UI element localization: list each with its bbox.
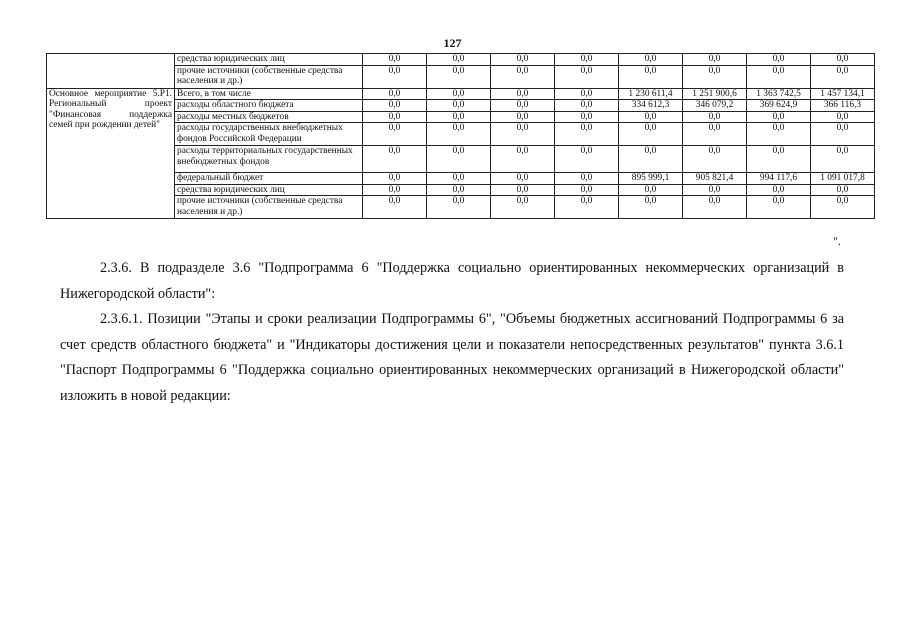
- value-cell: 0,0: [427, 123, 491, 146]
- value-cell: 0,0: [619, 54, 683, 66]
- value-cell: 0,0: [747, 111, 811, 123]
- value-cell: 0,0: [619, 184, 683, 196]
- value-cell: 0,0: [619, 196, 683, 219]
- value-cell: 0,0: [811, 54, 875, 66]
- value-cell: 0,0: [555, 173, 619, 185]
- value-cell: 0,0: [811, 65, 875, 88]
- paragraph-2-3-6: 2.3.6. В подразделе 3.6 "Подпрограмма 6 "Поддержка социально ориентированных некоммерческих организаций в Нижегородской области":: [60, 260, 844, 302]
- value-cell: 0,0: [619, 65, 683, 88]
- value-cell: 0,0: [811, 184, 875, 196]
- value-cell: 895 999,1: [619, 173, 683, 185]
- value-cell: 0,0: [747, 54, 811, 66]
- budget-table-body: [47, 54, 875, 219]
- value-cell: 1 230 611,4: [619, 88, 683, 100]
- source-cell: средства юридических лиц: [175, 184, 363, 196]
- source-cell: прочие источники (собственные средства населения и др.): [175, 196, 363, 219]
- value-cell: 0,0: [619, 123, 683, 146]
- value-cell: 0,0: [363, 88, 427, 100]
- value-cell: 0,0: [619, 111, 683, 123]
- value-cell: 0,0: [747, 146, 811, 173]
- value-cell: 0,0: [427, 54, 491, 66]
- value-cell: 0,0: [747, 196, 811, 219]
- value-cell: 0,0: [491, 111, 555, 123]
- value-cell: 0,0: [683, 123, 747, 146]
- value-cell: 0,0: [811, 196, 875, 219]
- value-cell: 346 079,2: [683, 100, 747, 112]
- value-cell: 0,0: [363, 100, 427, 112]
- value-cell: 0,0: [491, 100, 555, 112]
- value-cell: 0,0: [747, 65, 811, 88]
- source-cell: средства юридических лиц: [175, 54, 363, 66]
- value-cell: 0,0: [363, 54, 427, 66]
- source-cell: расходы местных бюджетов: [175, 111, 363, 123]
- value-cell: 0,0: [363, 111, 427, 123]
- value-cell: 0,0: [491, 123, 555, 146]
- value-cell: 1 251 900,6: [683, 88, 747, 100]
- source-cell: расходы областного бюджета: [175, 100, 363, 112]
- value-cell: 0,0: [491, 184, 555, 196]
- table-row: [47, 54, 875, 66]
- value-cell: 0,0: [811, 146, 875, 173]
- value-cell: 1 363 742,5: [747, 88, 811, 100]
- value-cell: 0,0: [427, 184, 491, 196]
- closing-quote: ".: [833, 234, 841, 248]
- value-cell: 0,0: [555, 123, 619, 146]
- value-cell: 0,0: [555, 65, 619, 88]
- value-cell: 0,0: [363, 146, 427, 173]
- measure-cell: Основное мероприятие 5.P1. Региональный проект "Финансовая поддержка семей при рождении детей": [47, 88, 175, 219]
- source-cell: прочие источники (собственные средства населения и др.): [175, 65, 363, 88]
- value-cell: 0,0: [683, 65, 747, 88]
- value-cell: 994 117,6: [747, 173, 811, 185]
- value-cell: 0,0: [491, 146, 555, 173]
- budget-table: [46, 53, 875, 219]
- value-cell: 0,0: [491, 65, 555, 88]
- value-cell: 0,0: [747, 184, 811, 196]
- value-cell: 0,0: [811, 111, 875, 123]
- value-cell: 0,0: [363, 196, 427, 219]
- value-cell: 0,0: [555, 54, 619, 66]
- value-cell: 0,0: [427, 100, 491, 112]
- value-cell: 0,0: [555, 100, 619, 112]
- measure-cell-empty: [47, 54, 175, 89]
- value-cell: 0,0: [683, 146, 747, 173]
- source-cell: расходы территориальных государственных внебюджетных фондов: [175, 146, 363, 173]
- value-cell: 0,0: [491, 54, 555, 66]
- value-cell: 334 612,3: [619, 100, 683, 112]
- value-cell: 1 457 134,1: [811, 88, 875, 100]
- value-cell: 0,0: [363, 173, 427, 185]
- value-cell: 0,0: [491, 173, 555, 185]
- value-cell: 0,0: [427, 88, 491, 100]
- source-cell: расходы государственных внебюджетных фондов Российской Федерации: [175, 123, 363, 146]
- value-cell: 0,0: [427, 146, 491, 173]
- value-cell: 0,0: [555, 88, 619, 100]
- value-cell: 905 821,4: [683, 173, 747, 185]
- value-cell: 0,0: [683, 111, 747, 123]
- value-cell: 0,0: [555, 184, 619, 196]
- value-cell: 0,0: [491, 196, 555, 219]
- value-cell: 0,0: [363, 65, 427, 88]
- value-cell: 369 624,9: [747, 100, 811, 112]
- source-cell: Всего, в том числе: [175, 88, 363, 100]
- value-cell: 0,0: [811, 123, 875, 146]
- value-cell: 0,0: [427, 111, 491, 123]
- value-cell: 0,0: [363, 184, 427, 196]
- value-cell: 0,0: [427, 65, 491, 88]
- source-cell: федеральный бюджет: [175, 173, 363, 185]
- value-cell: 0,0: [555, 146, 619, 173]
- value-cell: 0,0: [683, 196, 747, 219]
- value-cell: 0,0: [683, 54, 747, 66]
- value-cell: 0,0: [683, 184, 747, 196]
- value-cell: 1 091 017,8: [811, 173, 875, 185]
- value-cell: 0,0: [427, 196, 491, 219]
- table-row: [47, 88, 875, 100]
- page-number: 127: [443, 36, 462, 50]
- value-cell: 0,0: [491, 88, 555, 100]
- value-cell: 0,0: [363, 123, 427, 146]
- value-cell: 366 116,3: [811, 100, 875, 112]
- paragraph-2-3-6-1: 2.3.6.1. Позиции "Этапы и сроки реализации Подпрограммы 6", "Объемы бюджетных ассигнований Подпрограммы 6 за счет средств областного бюджета" и "Индикаторы достижения цели и показатели непосредственных результатов" пункта 3.6.1 "Паспорт Подпрограммы 6 "Поддержка социально ориентированных некоммерческих организаций в Нижегородской области" изложить в новой редакции:: [60, 311, 844, 404]
- value-cell: 0,0: [555, 196, 619, 219]
- value-cell: 0,0: [747, 123, 811, 146]
- value-cell: 0,0: [427, 173, 491, 185]
- value-cell: 0,0: [619, 146, 683, 173]
- value-cell: 0,0: [555, 111, 619, 123]
